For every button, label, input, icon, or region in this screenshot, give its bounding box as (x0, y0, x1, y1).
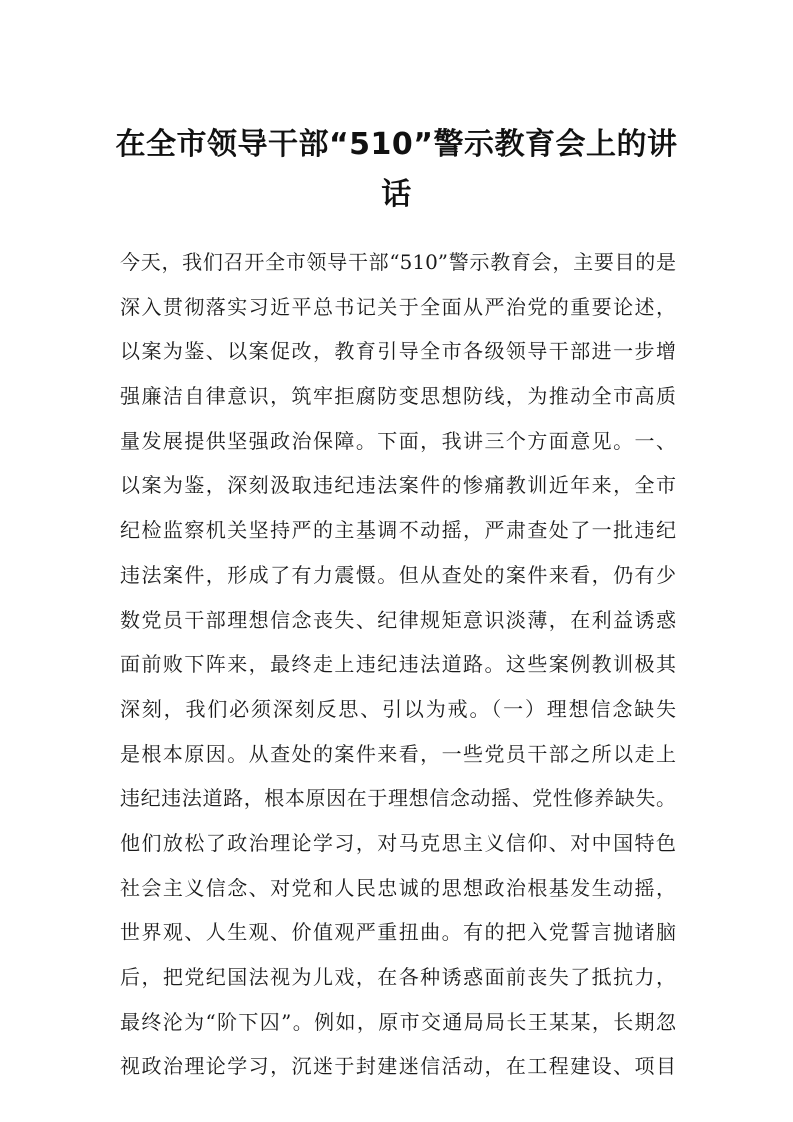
body-line: 后，把党纪国法视为儿戏，在各种诱惑面前丧失了抵抗力， (120, 965, 676, 989)
body-line: 违法案件，形成了有力震慑。但从查处的案件来看，仍有少 (120, 562, 676, 587)
body-line: 最终沦为“阶下囚”。例如，原市交通局局长王某某，长期忽 (120, 1009, 676, 1034)
body-line: 深刻，我们必须深刻反思、引以为戒。（一）理想信念缺失 (120, 696, 676, 721)
body-line: 社会主义信念、对党和人民忠诚的思想政治根基发生动摇， (120, 875, 676, 900)
title-line-1: 在全市领导干部“510”警示教育会上的讲 (115, 127, 678, 162)
body-line: 以案为鉴、以案促改，教育引导全市各级领导干部进一步增 (120, 339, 676, 364)
body-line: 数党员干部理想信念丧失、纪律规矩意识淡薄，在利益诱惑 (120, 607, 676, 632)
body-line: 面前败下阵来，最终走上违纪违法道路。这些案例教训极其 (120, 652, 676, 677)
body-line: 以案为鉴，深刻汲取违纪违法案件的惨痛教训近年来，全市 (120, 473, 676, 498)
title-line-2: 话 (381, 177, 412, 212)
body-line: 深入贯彻落实习近平总书记关于全面从严治党的重要论述， (120, 294, 676, 319)
document-body (120, 240, 676, 1089)
body-line: 世界观、人生观、价值观严重扭曲。有的把入党誓言抛诸脑 (120, 920, 676, 945)
body-line: 是根本原因。从查处的案件来看，一些党员干部之所以走上 (120, 741, 676, 766)
body-line: 视政治理论学习，沉迷于封建迷信活动，在工程建设、项目 (120, 1054, 676, 1079)
body-line: 他们放松了政治理论学习，对马克思主义信仰、对中国特色 (120, 830, 676, 855)
body-line: 强廉洁自律意识，筑牢拒腐防变思想防线，为推动全市高质 (120, 384, 676, 409)
body-line: 量发展提供坚强政治保障。下面，我讲三个方面意见。一、 (120, 428, 676, 453)
body-line: 纪检监察机关坚持严的主基调不动摇，严肃查处了一批违纪 (120, 518, 676, 543)
body-line: 违纪违法道路，根本原因在于理想信念动摇、党性修养缺失。 (120, 786, 676, 811)
document-title (100, 120, 693, 220)
body-line: 今天，我们召开全市领导干部“510”警示教育会，主要目的是 (120, 250, 676, 274)
